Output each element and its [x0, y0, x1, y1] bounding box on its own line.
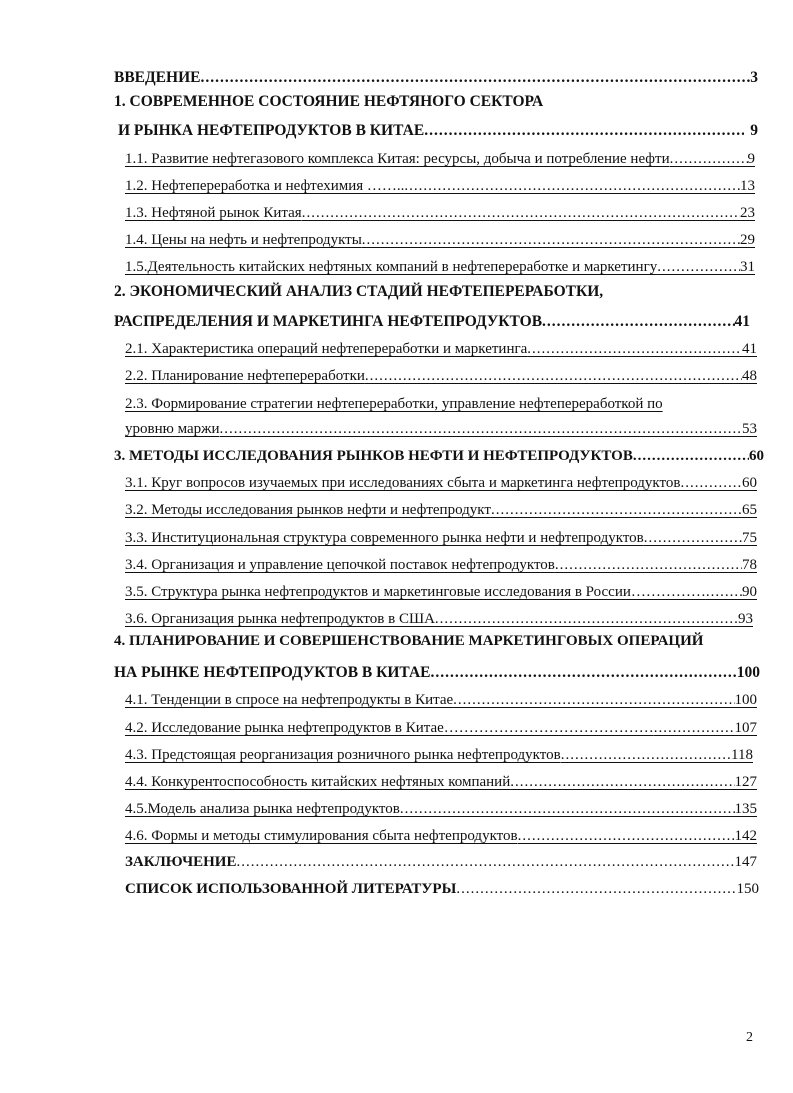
toc-entry-2-2: 2.2. Планирование нефтепереработки ..... 48 [125, 364, 757, 388]
toc-entry-4-4: 4.4. Конкурентоспособность китайских нефтяных компаний ..... 127 [125, 770, 757, 794]
toc-entry-3-6: 3.6. Организация рынка нефтепродуктов в США ..... 93 [125, 607, 753, 631]
toc-entry-page: 150 [736, 881, 759, 897]
toc-entry-title: СПИСОК ИСПОЛЬЗОВАННОЙ ЛИТЕРАТУРЫ [125, 881, 457, 897]
toc-entry-4-5: 4.5.Модель анализа рынка нефтепродуктов ..... 135 [125, 797, 757, 821]
toc-entry-title: 3. МЕТОДЫ ИССЛЕДОВАНИЯ РЫНКОВ НЕФТИ И НЕФТЕПРОДУКТОВ [114, 448, 633, 464]
toc-entry-page: 3 [750, 69, 758, 86]
toc-entry-title: ЗАКЛЮЧЕНИЕ [125, 854, 237, 870]
page-number: 2 [746, 1030, 753, 1045]
toc-entry-page: 41 [734, 313, 750, 330]
toc-entry-4-1: 4.1. Тенденции в спросе на нефтепродукты в Китае ..... 100 [125, 688, 757, 712]
toc-entry-page: 100 [736, 664, 760, 681]
toc-entry-1-1: 1.1. Развитие нефтегазового комплекса Китая: ресурсы, добыча и потребление нефти ..... 9 [125, 147, 755, 171]
toc-entry-3-3: 3.3. Институциональная структура современного рынка нефти и нефтепродуктов ..... 75 [125, 526, 757, 550]
toc-entry-2-1: 2.1. Характеристика операций нефтепереработки и маркетинга ..... 41 [125, 337, 757, 361]
toc-chapter2-heading [114, 310, 750, 334]
toc-chapter3-heading [114, 444, 764, 468]
toc-entry-page: 60 [749, 448, 764, 464]
toc-entry-1-5: 1.5.Деятельность китайских нефтяных компаний в нефтепереработке и маркетингу ..... 31 [125, 255, 755, 279]
toc-entry-3-2: 3.2. Методы исследования рынков нефти и нефтепродукт ..... 65 [125, 498, 757, 522]
toc-entry-3-1: 3.1. Круг вопросов изучаемых при исследованиях сбыта и маркетинга нефтепродуктов ..... 60 [125, 471, 757, 495]
toc-entry-title: НА РЫНКЕ НЕФТЕПРОДУКТОВ В КИТАЕ [114, 664, 431, 681]
toc-chapter4-heading-line1: 4. ПЛАНИРОВАНИЕ И СОВЕРШЕНСТВОВАНИЕ МАРКЕТИНГОВЫХ ОПЕРАЦИЙ [114, 633, 704, 649]
toc-entry-4-3: 4.3. Предстоящая реорганизация розничного рынка нефтепродуктов ..... 118 [125, 743, 753, 767]
toc-entry-1-4: 1.4. Цены на нефть и нефтепродукты ..... 29 [125, 228, 755, 252]
toc-entry-1-2: 1.2. Нефтепереработка и нефтехимия …….. ..... 13 [125, 174, 755, 198]
toc-entry-4-2: 4.2. Исследование рынка нефтепродуктов в Китае…………………………………… ..... 107 [125, 716, 757, 740]
toc-entry-1-3: 1.3. Нефтяной рынок Китая ..... 23 [125, 201, 755, 225]
toc-chapter1-heading [118, 119, 758, 143]
toc-entry-title: РАСПРЕДЕЛЕНИЯ И МАРКЕТИНГА НЕФТЕПРОДУКТОВ [114, 313, 543, 330]
toc-entry-intro [114, 66, 758, 90]
toc-entry-page: 9 [750, 122, 758, 139]
toc-entry-4-6: 4.6. Формы и методы стимулирования сбыта нефтепродуктов ..... 142 [125, 824, 757, 848]
toc-chapter4-heading [114, 661, 760, 685]
toc-entry-3-5: 3.5. Структура рынка нефтепродуктов и маркетинговые исследования в России…………… ..... 90 [125, 580, 757, 604]
toc-entry-3-4: 3.4. Организация и управление цепочкой поставок нефтепродуктов ..... 78 [125, 553, 757, 577]
toc-entry-title: И РЫНКА НЕФТЕПРОДУКТОВ В КИТАЕ [118, 122, 425, 139]
toc-entry-conclusion [125, 850, 757, 874]
toc-entry-references [125, 877, 759, 901]
toc-chapter1-heading-line1: 1. СОВРЕМЕННОЕ СОСТОЯНИЕ НЕФТЯНОГО СЕКТОРА [114, 93, 544, 110]
toc-entry-2-3: уровню маржи ..... 53 [125, 417, 757, 441]
toc-chapter2-heading-line1: 2. ЭКОНОМИЧЕСКИЙ АНАЛИЗ СТАДИЙ НЕФТЕПЕРЕРАБОТКИ, [114, 283, 604, 300]
toc-entry-page: 147 [734, 854, 757, 870]
toc-entry-title: ВВЕДЕНИЕ [114, 69, 201, 86]
toc-entry-2-3-line1: 2.3. Формирование стратегии нефтепереработки, управление нефтепереработкой по [125, 396, 663, 412]
